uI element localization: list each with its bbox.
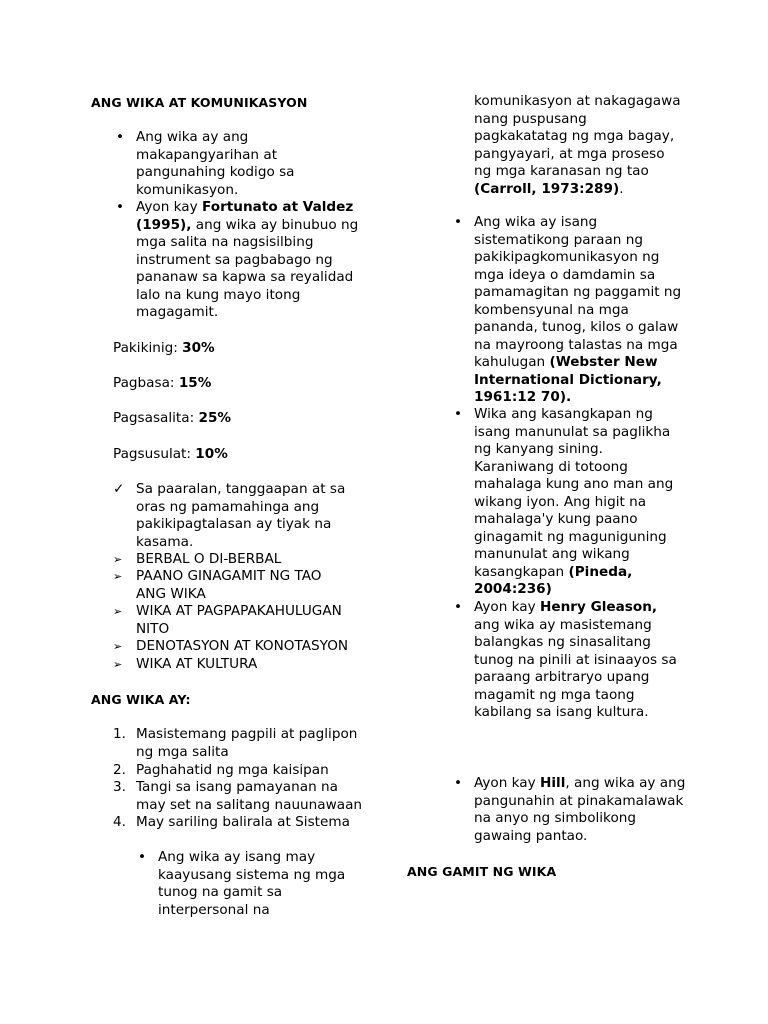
bullet-marker: • [138, 849, 147, 865]
continuation-text: komunikasyon at nakagagawa nang puspusang pagkakatatag ng mga bagay, pangyayari, at mga proseso ng mga karanasan ng tao (Carroll, 1973:289). [474, 93, 681, 197]
sub-bullet-text: Ang wika ay isang may kaayusang sistema ng mga tunog na gamit sa interpersonal na [158, 849, 346, 918]
check-item-text: Sa paaralan, tanggaapan at sa oras ng pamamahinga ang pakikipagtalasan ay tiyak na kasama. [136, 481, 346, 550]
numbered-item-text: Masistemang pagpili at paglipon ng mga salita [136, 726, 358, 760]
section-heading-wika-komunikasyon: ANG WIKA AT KOMUNIKASYON [91, 95, 308, 110]
section-heading-gamit-ng-wika: ANG GAMIT NG WIKA [407, 864, 557, 879]
bullet-text: Ayon kay Fortunato at Valdez (1995), ang wika ay binubuo ng mga salita na nagsisilbing instrument sa pagbabago ng pananaw sa kapwa sa reyalidad lalo na kung mayo itong magagamit. [136, 199, 359, 320]
arrow-item-text: WIKA AT PAGPAPAKAHULUGAN NITO [136, 603, 342, 637]
bullet-marker: • [116, 199, 125, 215]
arrow-bullet-icon: ➢ [113, 570, 123, 583]
bullet-text: Ang wika ay isang sistematikong paraan ng pakikipagkomunikasyon ng mga ideya o damdamin sa pamamagitan ng paggamit ng kombensyunal na mga pananda, tunog, kilos o galaw na mayroong talastas na mga kahulugan (Webster New International Dictionary, 1961:12 70). [474, 214, 682, 405]
arrow-item-text: PAANO GINAGAMIT NG TAO ANG WIKA [136, 568, 322, 602]
arrow-bullet-icon: ➢ [113, 658, 123, 671]
arrow-bullet-icon: ➢ [113, 640, 123, 653]
list-number: 2. [113, 762, 126, 778]
bullet-marker: • [454, 214, 463, 230]
skill-pagsasalita: Pagsasalita: 25% [113, 410, 232, 426]
list-number: 1. [113, 726, 126, 742]
section-heading-ang-wika-ay: ANG WIKA AY: [91, 692, 191, 707]
bullet-marker: • [116, 129, 125, 145]
skill-pagsusulat: Pagsusulat: 10% [113, 446, 228, 462]
arrow-bullet-icon: ➢ [113, 605, 123, 618]
skill-pagbasa: Pagbasa: 15% [113, 375, 212, 391]
arrow-item-text: BERBAL O DI-BERBAL [136, 551, 282, 567]
numbered-item-text: May sariling balirala at Sistema [136, 814, 350, 830]
numbered-item-text: Paghahatid ng mga kaisipan [136, 762, 329, 778]
bullet-marker: • [454, 599, 463, 615]
arrow-item-text: DENOTASYON AT KONOTASYON [136, 638, 349, 654]
bullet-text: Ang wika ay ang makapangyarihan at pangunahing kodigo sa komunikasyon. [136, 129, 295, 198]
list-number: 3. [113, 779, 126, 795]
checkmark-icon: ✓ [113, 481, 125, 497]
bullet-text: Wika ang kasangkapan ng isang manunulat sa paglikha ng kanyang sining. Karaniwang di totoong mahalaga kung ano man ang wikang iyon. Ang higit na mahalaga'y kung paano ginagamit ng maguniguning manunulat ang wikang kasangkapan (Pineda, 2004:236) [474, 406, 674, 597]
bullet-text: Ayon kay Hill, ang wika ay ang pangunahin at pinakamalawak na anyo ng simbolikong gawaing pantao. [474, 775, 686, 844]
arrow-bullet-icon: ➢ [113, 553, 123, 566]
bullet-marker: • [454, 775, 463, 791]
skill-pakikinig: Pakikinig: 30% [113, 340, 215, 356]
arrow-item-text: WIKA AT KULTURA [136, 656, 258, 672]
numbered-item-text: Tangi sa isang pamayanan na may set na salitang nauunawaan [136, 779, 363, 813]
bullet-marker: • [454, 406, 463, 422]
bullet-text: Ayon kay Henry Gleason, ang wika ay masistemang balangkas ng sinasalitang tunog na pinili at isinaayos sa paraang arbitraryo upang magamit ng mga taong kabilang sa isang kultura. [474, 599, 677, 720]
list-number: 4. [113, 814, 126, 830]
